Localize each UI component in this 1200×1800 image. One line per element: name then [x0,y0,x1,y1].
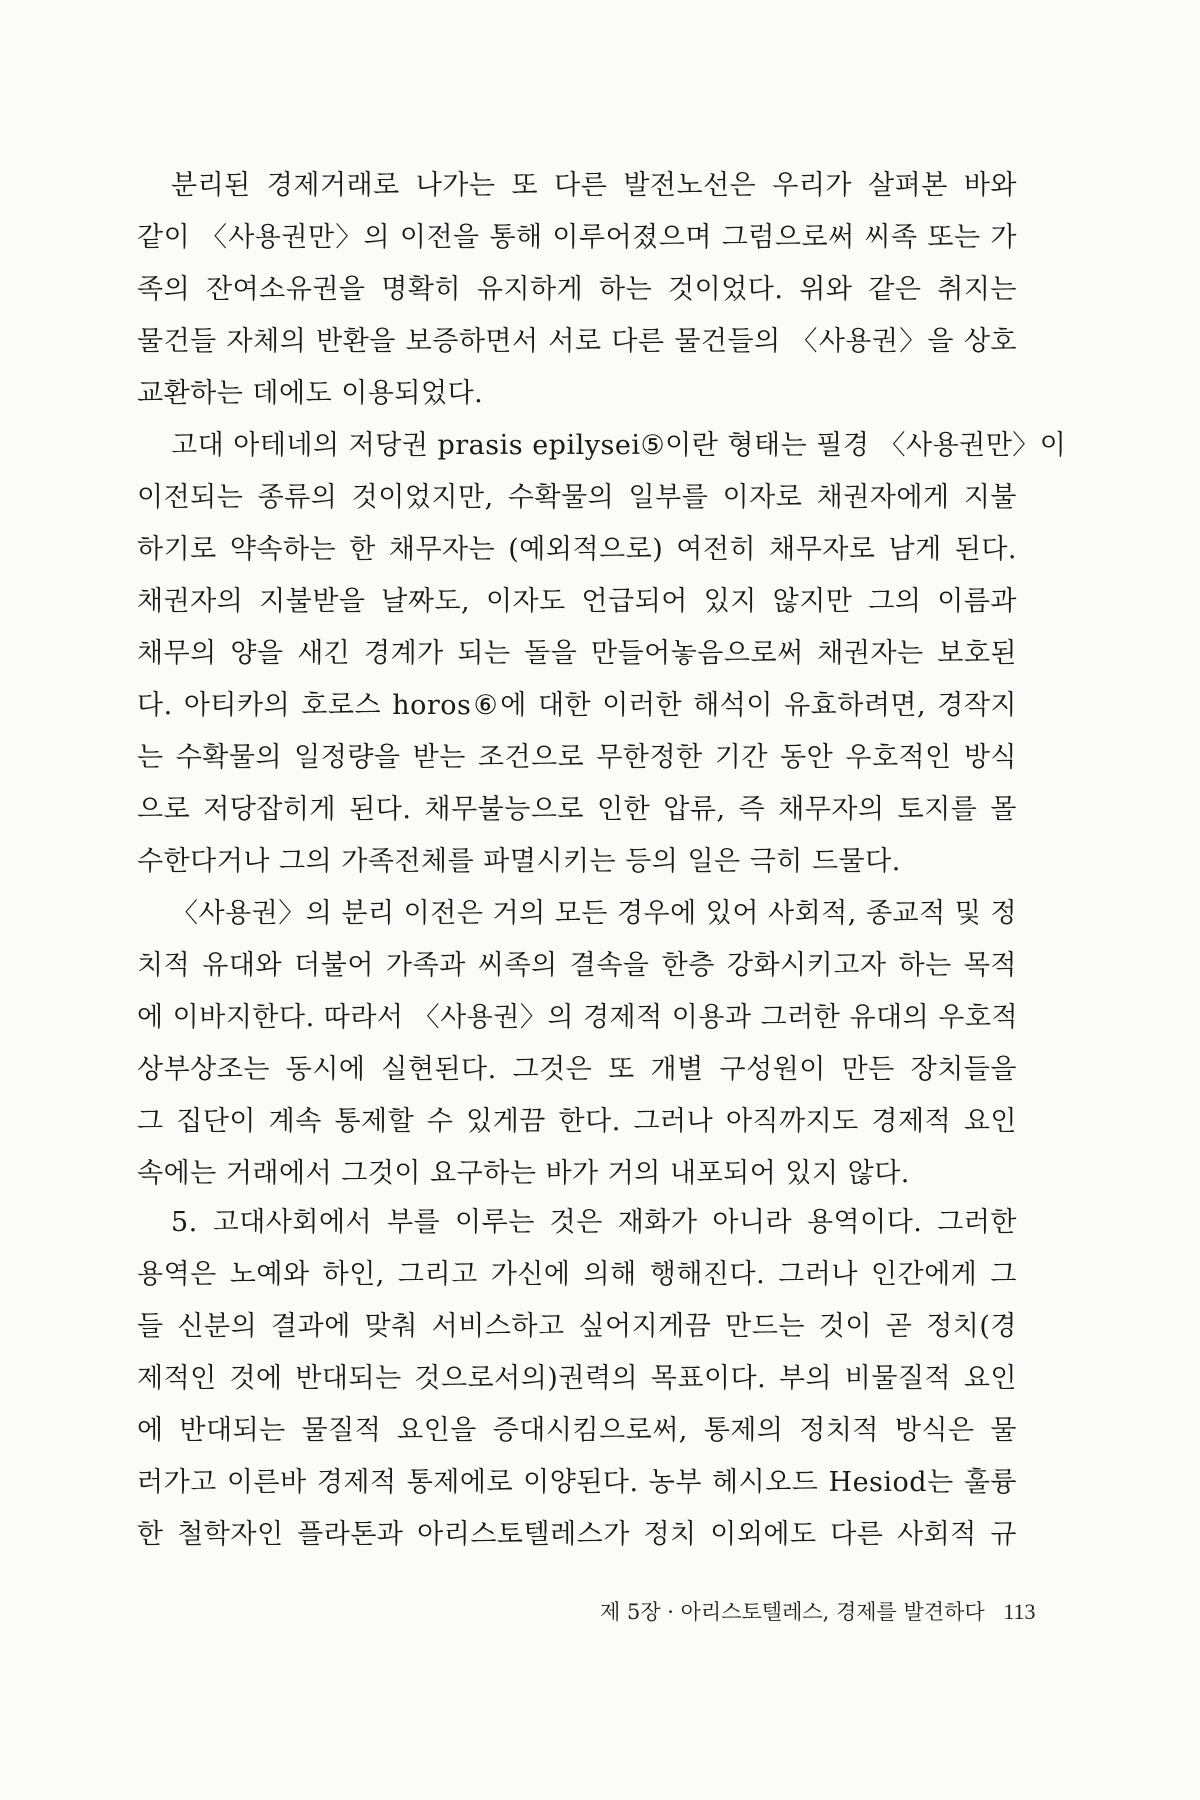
body-line: 상부상조는 동시에 실현된다. 그것은 또 개별 구성원이 만든 장치들을 [137,1054,1017,1085]
body-line: 러가고 이른바 경제적 통제에로 이양된다. 농부 헤시오드 Hesiod는 훌륭 [137,1467,1017,1498]
body-line: 다. 아티카의 호로스 horos⑥에 대한 이러한 해석이 유효하려면, 경작지 [137,690,1017,721]
body-line: 는 수확물의 일정량을 받는 조건으로 무한정한 기간 동안 우호적인 방식 [137,742,1017,773]
body-line: 족의 잔여소유권을 명확히 유지하게 하는 것이었다. 위와 같은 취지는 [137,274,1017,305]
body-line: 한 철학자인 플라톤과 아리스토텔레스가 정치 이외에도 다른 사회적 규 [137,1519,1017,1550]
body-line: 교환하는 데에도 이용되었다. [137,378,484,409]
body-text-block-2 [137,1197,1017,1561]
page-number: 113 [1003,1599,1036,1624]
body-line: 5. 고대사회에서 부를 이루는 것은 재화가 아니라 용역이다. 그러한 [171,1207,1017,1238]
running-footer [600,1592,1036,1632]
body-line: 들 신분의 결과에 맞춰 서비스하고 싶어지게끔 만드는 것이 곧 정치(경 [137,1311,1017,1342]
body-line: 으로 저당잡히게 된다. 채무불능으로 인한 압류, 즉 채무자의 토지를 몰 [137,794,1017,825]
body-line: 용역은 노예와 하인, 그리고 가신에 의해 행해진다. 그러나 인간에게 그 [137,1259,1017,1290]
body-line: 채무의 양을 새긴 경계가 되는 돌을 만들어놓음으로써 채권자는 보호된 [137,638,1017,669]
body-line: 같이 〈사용권만〉의 이전을 통해 이루어졌으며 그럼으로써 씨족 또는 가 [137,222,1017,253]
body-line: 고대 아테네의 저당권 prasis epilysei⑤이란 형태는 필경 〈사용권만〉이 [171,430,1067,461]
body-line: 수한다거나 그의 가족전체를 파멸시키는 등의 일은 극히 드물다. [137,846,901,877]
body-line: 에 이바지한다. 따라서 〈사용권〉의 경제적 이용과 그러한 유대의 우호적 [137,1002,1019,1033]
body-text-block-1 [137,160,1067,1200]
body-line: 채권자의 지불받을 날짜도, 이자도 언급되어 있지 않지만 그의 이름과 [137,586,1017,617]
body-line: 치적 유대와 더불어 가족과 씨족의 결속을 한층 강화시키고자 하는 목적 [137,950,1017,981]
body-line: 제적인 것에 반대되는 것으로서의)권력의 목표이다. 부의 비물질적 요인 [137,1363,1017,1394]
body-line: 하기로 약속하는 한 채무자는 (예외적으로) 여전히 채무자로 남게 된다. [137,534,1017,565]
chapter-title: 제 5장 · 아리스토텔레스, 경제를 발견하다 [600,1600,985,1624]
body-line: 〈사용권〉의 분리 이전은 거의 모든 경우에 있어 사회적, 종교적 및 정 [171,898,1018,929]
body-line: 에 반대되는 물질적 요인을 증대시킴으로써, 통제의 정치적 방식은 물 [137,1415,1017,1446]
body-line: 분리된 경제거래로 나가는 또 다른 발전노선은 우리가 살펴본 바와 [171,170,1017,201]
body-line: 물건들 자체의 반환을 보증하면서 서로 다른 물건들의 〈사용권〉을 상호 [137,326,1017,357]
body-line: 그 집단이 계속 통제할 수 있게끔 한다. 그러나 아직까지도 경제적 요인 [137,1106,1017,1137]
body-line: 이전되는 종류의 것이었지만, 수확물의 일부를 이자로 채권자에게 지불 [137,482,1017,513]
body-line: 속에는 거래에서 그것이 요구하는 바가 거의 내포되어 있지 않다. [137,1158,910,1189]
